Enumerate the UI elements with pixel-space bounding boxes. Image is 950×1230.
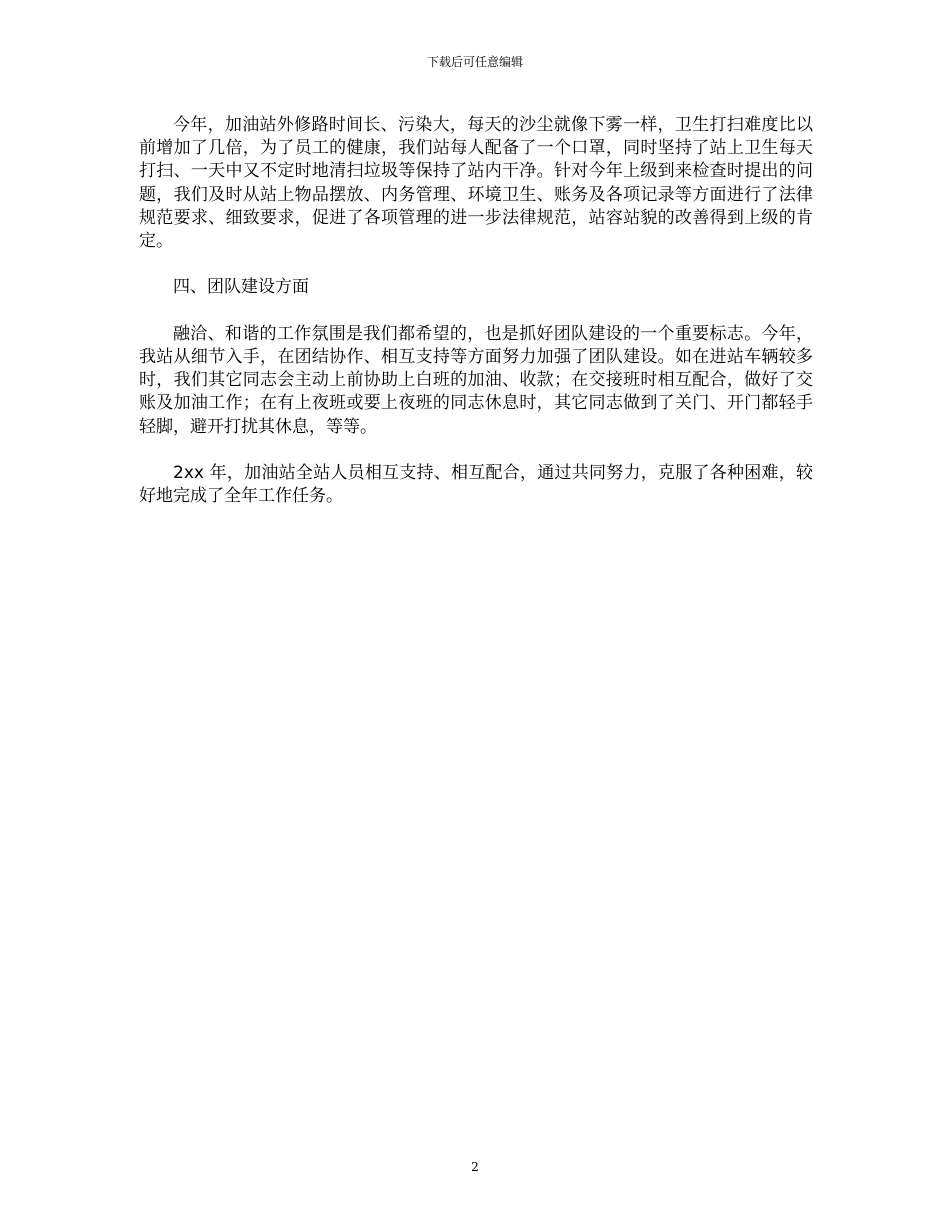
page-header xyxy=(0,54,950,70)
page-number-text: 2 xyxy=(471,1160,479,1174)
paragraph-sanitation: 今年，加油站外修路时间长、污染大，每天的沙尘就像下雾一样，卫生打扫难度比以前增加了几倍，为了员工的健康，我们站每人配备了一个口罩，同时坚持了站上卫生每天打扫、一天中又不定时地清扫垃圾等保持了站内干净。针对今年上级到来检查时提出的问题，我们及时从站上物品摆放、内务管理、环境卫生、账务及各项记录等方面进行了法律规范要求、细致要求，促进了各项管理的进一步法律规范，站容站貌的改善得到上级的肯定。 xyxy=(139,115,813,252)
section-heading-team-building: 四、团队建设方面 xyxy=(173,277,309,298)
header-text: 下载后可任意编辑 xyxy=(426,55,523,69)
paragraph-team-building: 融洽、和谐的工作氛围是我们都希望的，也是抓好团队建设的一个重要标志。今年，我站从细节入手，在团结协作、相互支持等方面努力加强了团队建设。如在进站车辆较多时，我们其它同志会主动上前协助上白班的加油、收款；在交接班时相互配合，做好了交账及加油工作；在有上夜班或要上夜班的同志休息时，其它同志做到了关门、开门都轻手轻脚，避开打扰其休息，等等。 xyxy=(139,323,813,437)
paragraph-conclusion: 2xx 年，加油站全站人员相互支持、相互配合，通过共同努力，克服了各种困难，较好地完成了全年工作任务。 xyxy=(139,463,813,507)
document-body xyxy=(139,114,813,532)
page-number xyxy=(0,1159,950,1175)
